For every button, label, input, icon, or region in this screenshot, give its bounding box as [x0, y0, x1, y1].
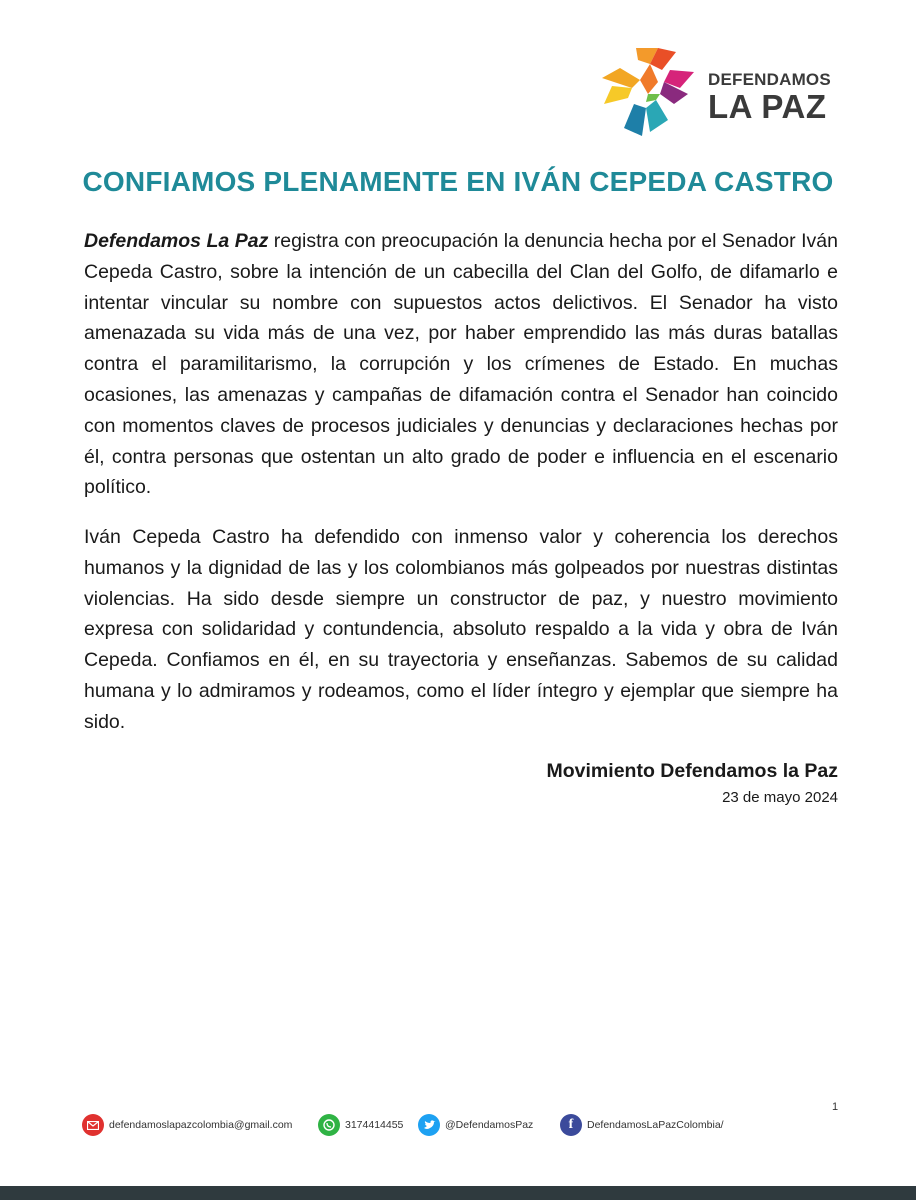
dove-pinwheel-icon [598, 42, 702, 142]
bottom-bar [0, 1186, 916, 1200]
footer-phone-text: 3174414455 [345, 1119, 404, 1131]
defendamos-la-paz-logo [598, 42, 843, 142]
logo-line-1: DEFENDAMOS [708, 70, 831, 89]
whatsapp-icon [318, 1114, 340, 1136]
logo-wordmark [708, 70, 831, 124]
logo-line-2: LA PAZ [708, 88, 827, 125]
footer-facebook[interactable] [560, 1112, 724, 1138]
email-icon [82, 1114, 104, 1136]
footer-twitter[interactable] [418, 1112, 533, 1138]
footer-email[interactable] [82, 1112, 292, 1138]
footer-email-text: defendamoslapazcolombia@gmail.com [109, 1119, 293, 1131]
brand-name: Defendamos La Paz [84, 230, 269, 252]
footer-twitter-text: @DefendamosPaz [445, 1119, 534, 1131]
signature-name: Movimiento Defendamos la Paz [546, 760, 838, 782]
page-title: CONFIAMOS PLENAMENTE EN IVÁN CEPEDA CASTRO [82, 166, 834, 197]
paragraph-1 [84, 226, 838, 503]
signature-date: 23 de mayo 2024 [722, 789, 838, 806]
footer-facebook-text: DefendamosLaPazColombia/ [587, 1119, 724, 1131]
facebook-icon: f [560, 1114, 582, 1136]
signature-block [547, 760, 838, 806]
footer-whatsapp[interactable] [318, 1112, 403, 1138]
paragraph-1-text: registra con preocupación la denuncia hecha por el Senador Iván Cepeda Castro, sobre la intención de un cabecilla del Clan del Golfo, de difamarlo e intentar vincular su nombre con supuestos actos delictivos. El Senador ha visto amenazada su vida más de una vez, por haber emprendido las más duras batallas contra el paramilitarismo, la corrupción y los crímenes de Estado. En muchas ocasiones, las amenazas y campañas de difamación contra el Senador han coincido con momentos claves de procesos judiciales y denuncias y declaraciones hechas por él, contra personas que ostentan un alto grado de poder e influencia en el escenario político. [84, 230, 838, 499]
paragraph-2: Iván Cepeda Castro ha defendido con inmenso valor y coherencia los derechos humanos y la dignidad de las y los colombianos más golpeados por nuestras distintas violencias. Ha sido desde siempre un constructor de paz, y nuestro movimiento expresa con solidaridad y contundencia, absoluto respaldo a la vida y obra de Iván Cepeda. Confiamos en él, en su trayectoria y enseñanzas. Sabemos de su calidad humana y lo admiramos y rodeamos, como el líder íntegro y ejemplar que siempre ha sido. [84, 526, 838, 733]
twitter-bird-icon [418, 1114, 440, 1136]
page-number: 1 [832, 1101, 839, 1113]
contact-footer [82, 1112, 842, 1138]
